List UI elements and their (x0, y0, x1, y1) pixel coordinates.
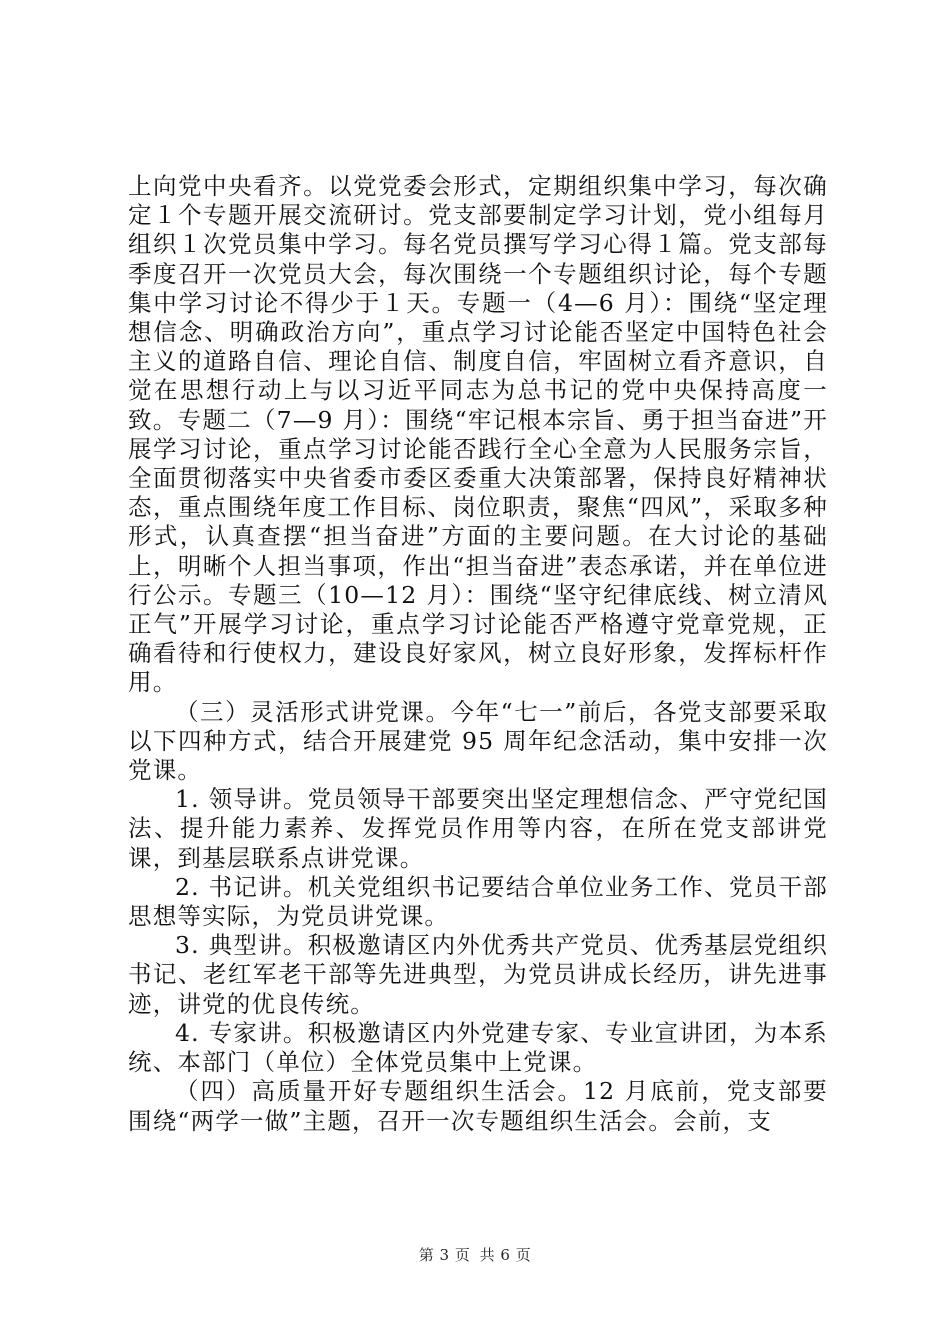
page-number: 第 3 页 (418, 1246, 471, 1264)
page-total: 共 6 页 (479, 1246, 532, 1264)
paragraph-secretary-lecture: 2. 书记讲。机关党组织书记要结合单位业务工作、党员干部思想等实际，为党员讲党课。 (128, 872, 828, 931)
page-footer (0, 1244, 950, 1265)
paragraph-model-lecture: 3. 典型讲。积极邀请区内外优秀共产党员、优秀基层党组织书记、老红军老干部等先进典型，为党员讲成长经历，讲先进事迹，讲党的优良传统。 (128, 931, 828, 1018)
paragraph-leader-lecture: 1. 领导讲。党员领导干部要突出坚定理想信念、严守党纪国法、提升能力素养、发挥党员作用等内容，在所在党支部讲党课，到基层联系点讲党课。 (128, 785, 828, 872)
document-body (128, 172, 828, 1136)
paragraph-expert-lecture: 4. 专家讲。积极邀请区内外党建专家、专业宣讲团，为本系统、本部门（单位）全体党员集中上党课。 (128, 1018, 828, 1077)
paragraph-party-lecture: （三）灵活形式讲党课。今年“七一”前后，各党支部要采取以下四种方式，结合开展建党 95 周年纪念活动，集中安排一次党课。 (128, 697, 828, 785)
paragraph-study-topics: 上向党中央看齐。以党党委会形式，定期组织集中学习，每次确定１个专题开展交流研讨。党支部要制定学习计划，党小组每月组织１次党员集中学习。每名党员撰写学习心得１篇。党支部每季度召开一次党员大会，每次围绕一个专题组织讨论，每个专题集中学习讨论不得少于１天。专题一（4—6 月）：围绕“坚定理想信念、明确政治方向”，重点学习讨论能否坚定中国特色社会主义的道路自信、理论自信、制度自信，牢固树立看齐意识，自觉在思想行动上与以习近平同志为总书记的党中央保持高度一致。专题二（7—9 月）：围绕“牢记根本宗旨、勇于担当奋进”开展学习讨论，重点学习讨论能否践行全心全意为人民服务宗旨，全面贯彻落实中央省委市委区委重大决策部署，保持良好精神状态，重点围绕年度工作目标、岗位职责，聚焦“四风”，采取多种形式，认真查摆“担当奋进”方面的主要问题。在大讨论的基础上，明晰个人担当事项，作出“担当奋进”表态承诺，并在单位进行公示。专题三（10—12 月）：围绕“坚守纪律底线、树立清风正气”开展学习讨论，重点学习讨论能否严格遵守党章党规，正确看待和行使权力，建设良好家风，树立良好形象，发挥标杆作用。 (128, 172, 828, 697)
paragraph-organization-life-meeting: （四）高质量开好专题组织生活会。12 月底前，党支部要围绕“两学一做”主题，召开一次专题组织生活会。会前，支 (128, 1077, 828, 1135)
